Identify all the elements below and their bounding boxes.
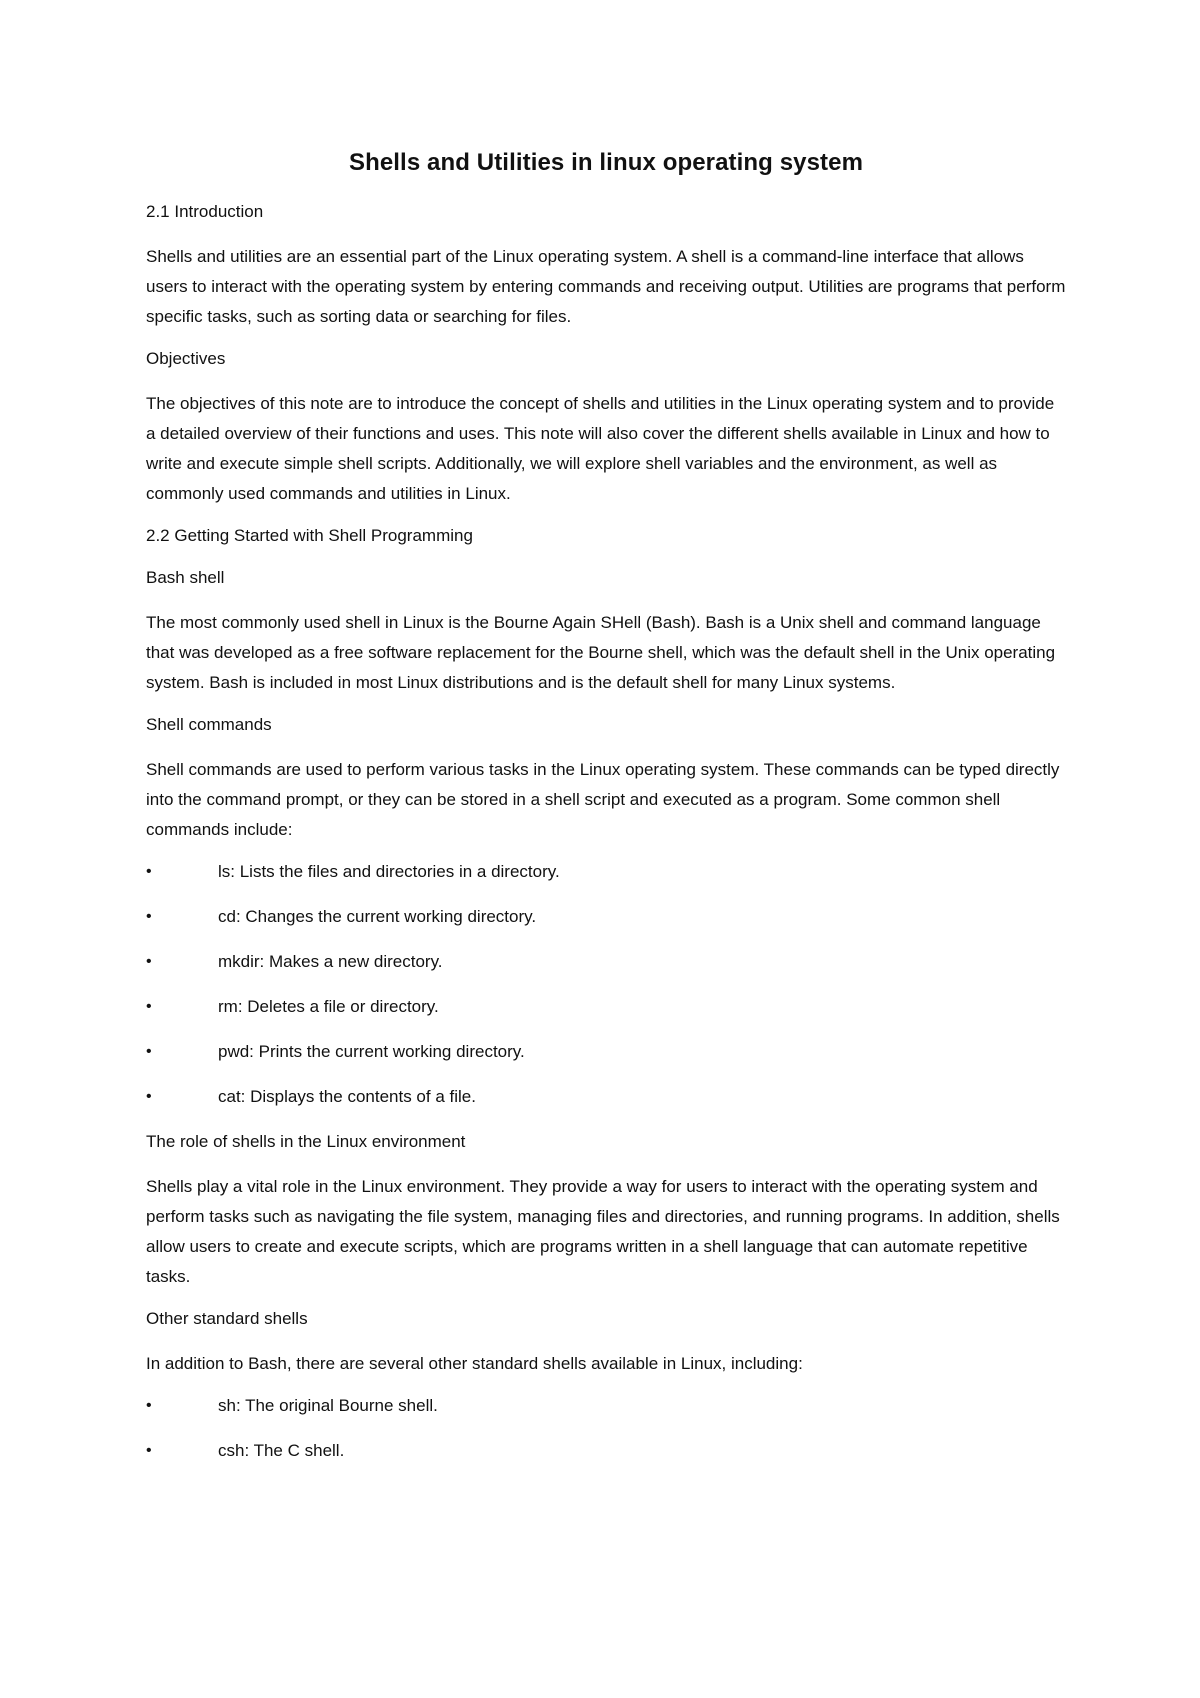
bullet-icon: • [146, 953, 152, 970]
list-item-text: cd: Changes the current working directory. [218, 907, 537, 926]
list-item-text: mkdir: Makes a new directory. [218, 952, 443, 971]
other-shells-list [146, 1394, 1066, 1463]
list-item [146, 1439, 1066, 1463]
section-heading-other-shells: Other standard shells [146, 1309, 308, 1328]
list-item-text: csh: The C shell. [218, 1441, 345, 1460]
paragraph-introduction: Shells and utilities are an essential part of the Linux operating system. A shell is a command-line interface that allows users to interact with the operating system by entering commands and receiving output. Utilities are programs that perform specific tasks, such as sorting data or searching for files. [146, 247, 1066, 326]
page-title: Shells and Utilities in linux operating system [348, 149, 864, 176]
bullet-icon: • [146, 998, 152, 1015]
bullet-icon: • [146, 1043, 152, 1060]
shell-commands-list [146, 860, 1066, 1109]
bullet-icon: • [146, 1397, 152, 1414]
bullet-icon: • [146, 863, 152, 880]
section-heading-bash-shell: Bash shell [146, 568, 225, 587]
list-item [146, 905, 1066, 929]
section-heading-introduction: 2.1 Introduction [146, 202, 264, 221]
list-item-text: ls: Lists the files and directories in a directory. [218, 862, 560, 881]
list-item-text: cat: Displays the contents of a file. [218, 1087, 476, 1106]
list-item-text: sh: The original Bourne shell. [218, 1396, 438, 1415]
list-item [146, 1394, 1066, 1418]
bullet-icon: • [146, 908, 152, 925]
paragraph-shell-commands: Shell commands are used to perform various tasks in the Linux operating system. These commands can be typed directly into the command prompt, or they can be stored in a shell script and executed as a program. Some common shell commands include: [146, 760, 1060, 839]
paragraph-objectives: The objectives of this note are to introduce the concept of shells and utilities in the Linux operating system and to provide a detailed overview of their functions and uses. This note will also cover the different shells available in Linux and how to write and execute simple shell scripts. Additionally, we will explore shell variables and the environment, as well as commonly used commands and utilities in Linux. [146, 394, 1055, 503]
bullet-icon: • [146, 1088, 152, 1105]
paragraph-bash-shell: The most commonly used shell in Linux is the Bourne Again SHell (Bash). Bash is a Unix shell and command language that was developed as a free software replacement for the Bourne shell, which was the default shell in the Unix operating system. Bash is included in most Linux distributions and is the default shell for many Linux systems. [146, 613, 1056, 692]
section-heading-role-of-shells: The role of shells in the Linux environment [146, 1132, 466, 1151]
list-item [146, 995, 1066, 1019]
section-heading-shell-commands: Shell commands [146, 715, 272, 734]
list-item [146, 860, 1066, 884]
list-item [146, 950, 1066, 974]
bullet-icon: • [146, 1442, 152, 1459]
section-heading-objectives: Objectives [146, 349, 226, 368]
document-body [146, 148, 1066, 1484]
list-item [146, 1040, 1066, 1064]
section-heading-getting-started: 2.2 Getting Started with Shell Programming [146, 526, 473, 545]
list-item [146, 1085, 1066, 1109]
paragraph-other-shells: In addition to Bash, there are several other standard shells available in Linux, including: [146, 1354, 803, 1373]
paragraph-role-of-shells: Shells play a vital role in the Linux environment. They provide a way for users to interact with the operating system and perform tasks such as navigating the file system, managing files and directories, and running programs. In addition, shells allow users to create and execute scripts, which are programs written in a shell language that can automate repetitive tasks. [146, 1177, 1060, 1286]
list-item-text: rm: Deletes a file or directory. [218, 997, 439, 1016]
list-item-text: pwd: Prints the current working directory. [218, 1042, 525, 1061]
